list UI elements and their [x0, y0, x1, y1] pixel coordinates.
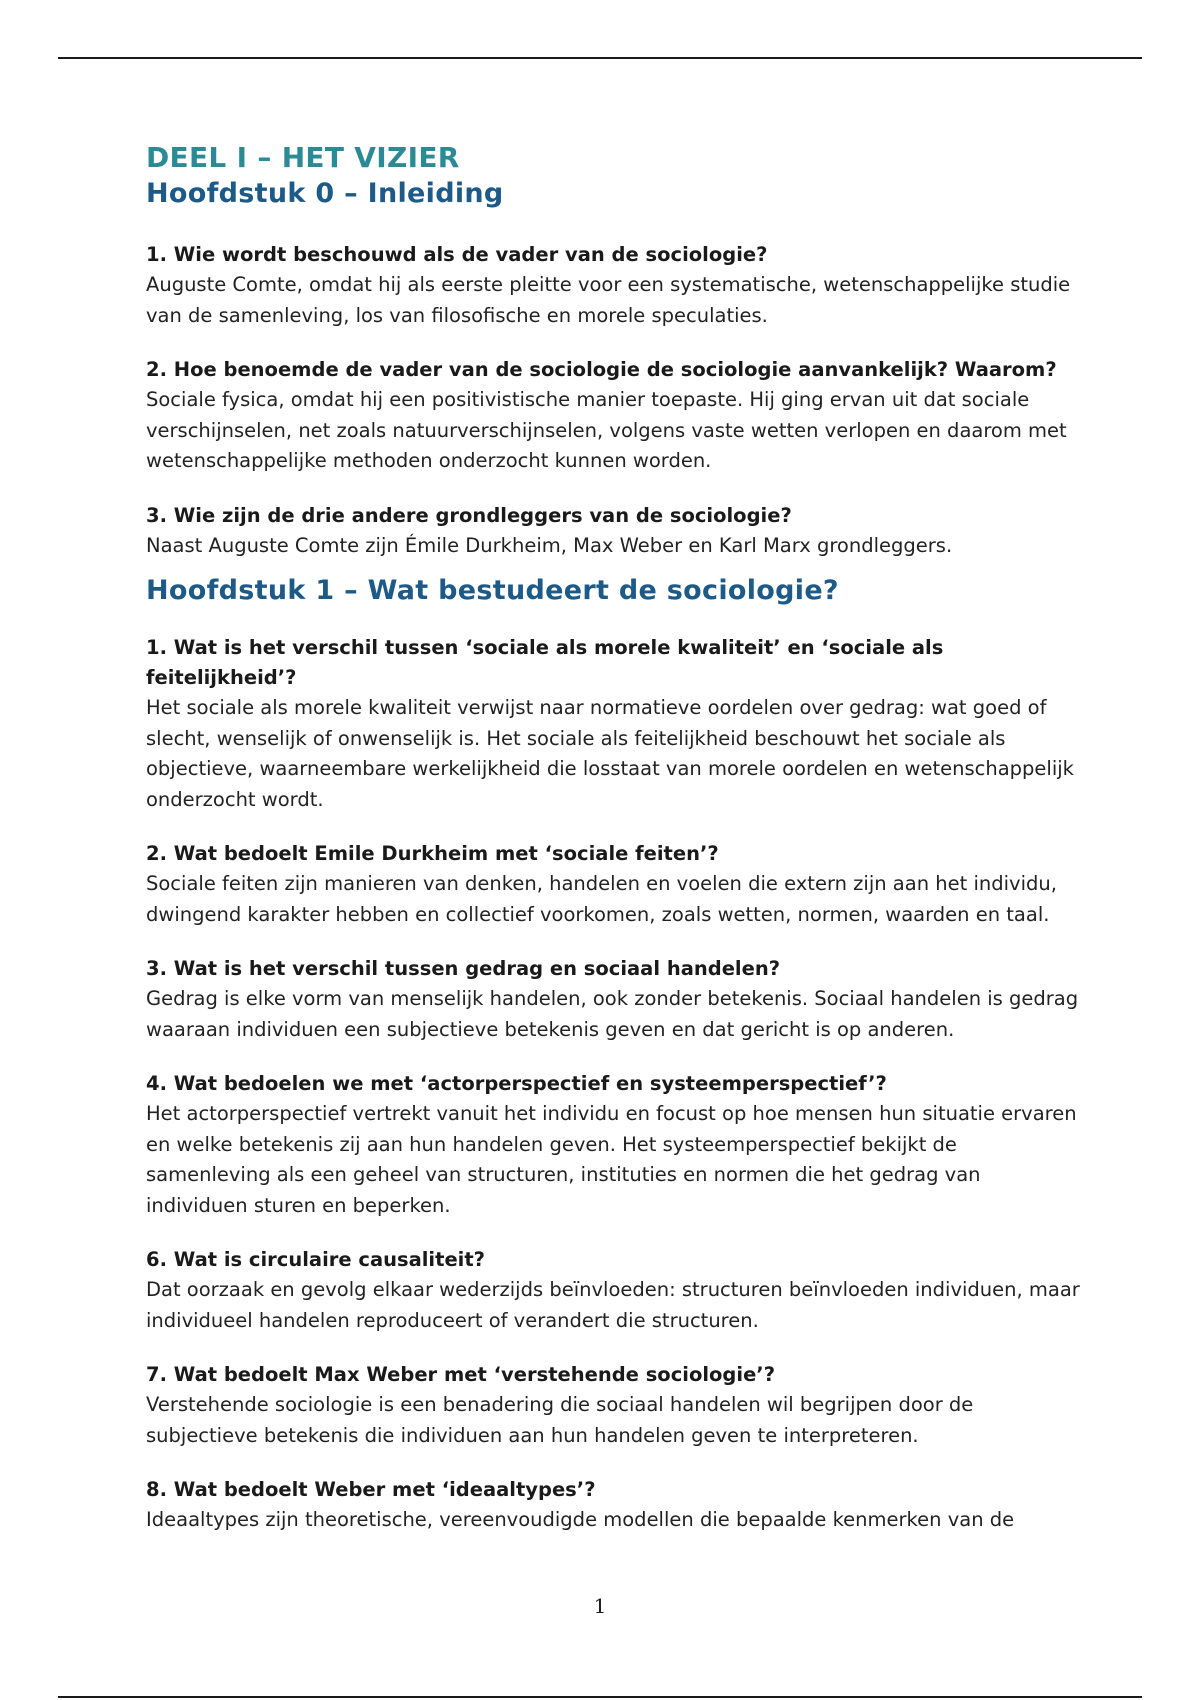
answer: Verstehende sociologie is een benadering die sociaal handelen wil begrijpen door de subjectieve betekenis die individuen aan hun handelen geven te interpreteren. — [146, 1393, 974, 1447]
answer: Sociale fysica, omdat hij een positivistische manier toepaste. Hij ging ervan uit dat sociale verschijnselen, net zoals natuurverschijnselen, volgens vaste wetten verlopen en daarom met wetenschappelijke methoden onderzocht kunnen worden. — [146, 388, 1067, 472]
qa-item — [146, 954, 1086, 1045]
question: 2. Hoe benoemde de vader van de sociologie de sociologie aanvankelijk? Waarom? — [146, 358, 1057, 381]
question: 1. Wie wordt beschouwd als de vader van de sociologie? — [146, 243, 768, 266]
part-title: DEEL I – HET VIZIER — [146, 141, 460, 174]
document-body — [146, 140, 1086, 1536]
chapter-0-title: Hoofdstuk 0 – Inleiding — [146, 178, 504, 209]
answer: Dat oorzaak en gevolg elkaar wederzijds beïnvloeden: structuren beïnvloeden individuen, maar individueel handelen reproduceert of verandert die structuren. — [146, 1278, 1080, 1332]
qa-item — [146, 1360, 1086, 1451]
answer: Ideaaltypes zijn theoretische, vereenvoudigde modellen die bepaalde kenmerken van de — [146, 1508, 1015, 1531]
question: 2. Wat bedoelt Emile Durkheim met ‘sociale feiten’? — [146, 842, 719, 865]
footer-rule — [58, 1696, 1142, 1698]
answer: Gedrag is elke vorm van menselijk handelen, ook zonder betekenis. Sociaal handelen is gedrag waaraan individuen een subjectieve betekenis geven en dat gericht is op anderen. — [146, 987, 1079, 1041]
qa-item — [146, 633, 1086, 815]
qa-item — [146, 1069, 1086, 1221]
page-number: 1 — [593, 1594, 607, 1618]
qa-item — [146, 240, 1086, 331]
question: 3. Wie zijn de drie andere grondleggers van de sociologie? — [146, 503, 792, 527]
answer: Sociale feiten zijn manieren van denken, handelen en voelen die extern zijn aan het individu, dwingend karakter hebben en collectief voorkomen, zoals wetten, normen, waarden en taal. — [146, 872, 1057, 926]
question: 7. Wat bedoelt Max Weber met ‘verstehende sociologie’? — [146, 1363, 776, 1386]
qa-item — [146, 1245, 1086, 1336]
answer: Het sociale als morele kwaliteit verwijst naar normatieve oordelen over gedrag: wat goed of slecht, wenselijk of onwenselijk is. Het sociale als feitelijkheid beschouwt het sociale als objectieve, waarneembare werkelijkheid die losstaat van morele oordelen en wetenschappelijk onderzocht wordt. — [146, 696, 1074, 811]
question: 1. Wat is het verschil tussen ‘sociale als morele kwaliteit’ en ‘sociale als feitelijkheid’? — [146, 636, 944, 689]
chapter-1-title: Hoofdstuk 1 – Wat bestudeert de sociologie? — [146, 575, 839, 606]
question: 3. Wat is het verschil tussen gedrag en sociaal handelen? — [146, 957, 781, 980]
answer: Het actorperspectief vertrekt vanuit het individu en focust op hoe mensen hun situatie ervaren en welke betekenis zij aan hun handelen geven. Het systeemperspectief bekijkt de samenleving als een geheel van structuren, instituties en normen die het gedrag van individuen sturen en beperken. — [146, 1102, 1077, 1217]
question: 6. Wat is circulaire causaliteit? — [146, 1248, 485, 1271]
qa-item — [146, 355, 1086, 477]
header-rule — [58, 57, 1142, 59]
answer: Auguste Comte, omdat hij als eerste pleitte voor een systematische, wetenschappelijke studie van de samenleving, los van filosofische en morele speculaties. — [146, 273, 1071, 327]
question: 8. Wat bedoelt Weber met ‘ideaaltypes’? — [146, 1478, 596, 1501]
qa-item — [146, 501, 1086, 562]
qa-item — [146, 1475, 1086, 1536]
qa-item — [146, 839, 1086, 930]
question: 4. Wat bedoelen we met ‘actorperspectief en systeemperspectief’? — [146, 1072, 887, 1095]
answer: Naast Auguste Comte zijn Émile Durkheim, Max Weber en Karl Marx grondleggers. — [146, 533, 953, 557]
